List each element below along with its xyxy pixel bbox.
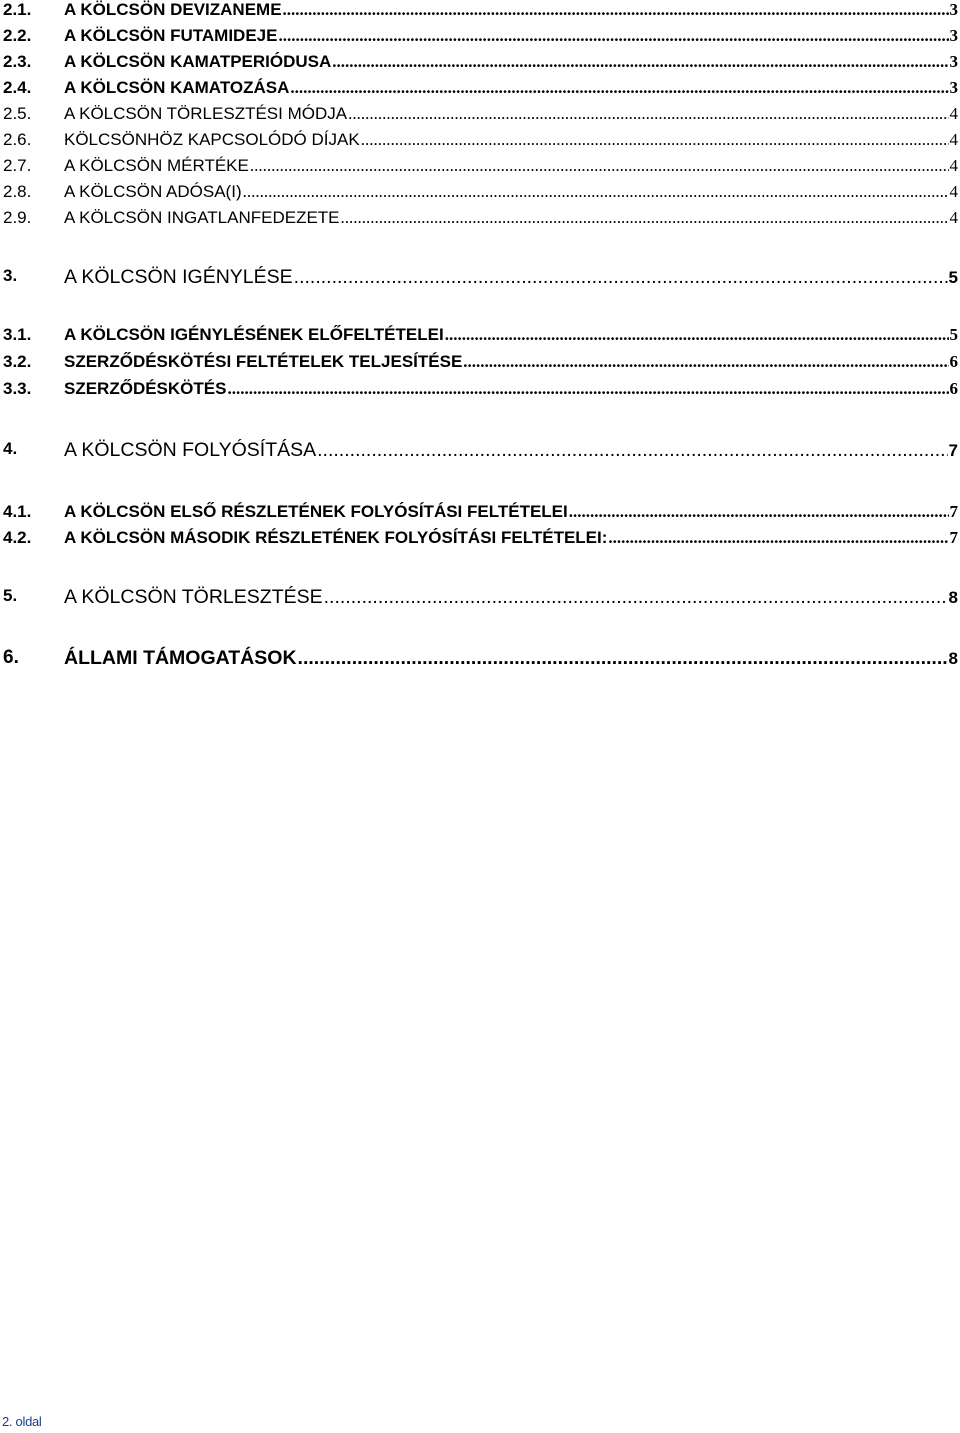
- dot-leader: [445, 325, 949, 345]
- toc-entry-page: 8: [948, 649, 958, 668]
- toc-entry[interactable]: [0, 502, 958, 528]
- toc-entry[interactable]: [0, 439, 958, 465]
- toc-entry-number: 4.: [3, 439, 18, 458]
- toc-entry-title: A KÖLCSÖN MÉRTÉKE: [64, 156, 249, 175]
- page-number-footer: 2. oldal: [2, 1414, 42, 1429]
- toc-entry-page: 3: [949, 0, 958, 19]
- toc-entry[interactable]: [0, 352, 958, 378]
- toc-entry[interactable]: [0, 78, 958, 104]
- toc-entry-page: 5: [948, 268, 958, 287]
- toc-entry-title: A KÖLCSÖN TÖRLESZTÉSI MÓDJA: [64, 104, 348, 123]
- toc-entry-page: 4: [949, 156, 958, 175]
- dot-leader: [569, 502, 949, 522]
- toc-entry-number: 2.3.: [3, 52, 32, 71]
- dot-leader: [283, 0, 949, 20]
- toc-entry-page: 6: [949, 352, 958, 371]
- toc-entry-title: ÁLLAMI TÁMOGATÁSOK: [64, 647, 297, 669]
- dot-leader: [324, 586, 948, 609]
- toc-entry[interactable]: [0, 208, 958, 234]
- toc-entry-title: A KÖLCSÖN MÁSODIK RÉSZLETÉNEK FOLYÓSÍTÁSI FELTÉTELEI:: [64, 528, 608, 547]
- toc-entry-number: 3.1.: [3, 325, 32, 344]
- dot-leader: [361, 130, 949, 150]
- toc-entry-number: 2.9.: [3, 208, 32, 227]
- toc-entry[interactable]: [0, 325, 958, 351]
- toc-entry-number: 2.6.: [3, 130, 32, 149]
- toc-entry[interactable]: [0, 104, 958, 130]
- toc-entry-title: SZERZŐDÉSKÖTÉS: [64, 379, 227, 398]
- toc-entry-page: 8: [948, 588, 958, 607]
- toc-entry-number: 2.5.: [3, 104, 32, 123]
- dot-leader: [294, 266, 948, 289]
- toc-entry-title: SZERZŐDÉSKÖTÉSI FELTÉTELEK TELJESÍTÉSE: [64, 352, 463, 371]
- dot-leader: [348, 104, 948, 124]
- toc-entry-title: A KÖLCSÖN IGÉNYLÉSÉNEK ELŐFELTÉTELEI: [64, 325, 444, 344]
- dot-leader: [227, 379, 948, 399]
- toc-entry-page: 7: [949, 502, 958, 521]
- dot-leader: [290, 78, 948, 98]
- toc-entry-page: 4: [949, 130, 958, 149]
- toc-entry-title: A KÖLCSÖN DEVIZANEME: [64, 0, 282, 19]
- toc-entry-title: A KÖLCSÖN FOLYÓSÍTÁSA: [64, 439, 317, 461]
- toc-entry[interactable]: [0, 379, 958, 405]
- dot-leader: [250, 156, 949, 176]
- toc-entry-title: A KÖLCSÖN IGÉNYLÉSE: [64, 266, 293, 288]
- toc-entry[interactable]: [0, 528, 958, 554]
- toc-entry[interactable]: [0, 182, 958, 208]
- dot-leader: [278, 26, 948, 46]
- dot-leader: [317, 439, 947, 462]
- toc-entry-title: A KÖLCSÖN INGATLANFEDEZETE: [64, 208, 340, 227]
- toc-entry-title: A KÖLCSÖN TÖRLESZTÉSE: [64, 586, 323, 608]
- toc-entry-title: A KÖLCSÖN ELSŐ RÉSZLETÉNEK FOLYÓSÍTÁSI FELTÉTELEI: [64, 502, 568, 521]
- toc-entry[interactable]: [0, 266, 958, 292]
- toc-entry[interactable]: [0, 156, 958, 182]
- toc-entry-page: 4: [949, 104, 958, 123]
- dot-leader: [608, 528, 948, 548]
- toc-entry[interactable]: [0, 0, 958, 26]
- toc-entry-title: A KÖLCSÖN FUTAMIDEJE: [64, 26, 278, 45]
- toc-entry-title: KÖLCSÖNHÖZ KAPCSOLÓDÓ DÍJAK: [64, 130, 360, 149]
- dot-leader: [243, 182, 949, 202]
- toc-entry-page: 4: [949, 182, 958, 201]
- toc-entry[interactable]: [0, 130, 958, 156]
- toc-entry-page: 6: [949, 379, 958, 398]
- toc-entry-page: 4: [949, 208, 958, 227]
- toc-entry-number: 5.: [3, 586, 18, 605]
- toc-entry-page: 7: [948, 441, 958, 460]
- toc-entry[interactable]: [0, 586, 958, 612]
- toc-entry-number: 3.3.: [3, 379, 32, 398]
- toc-entry-number: 2.4.: [3, 78, 32, 97]
- dot-leader: [332, 52, 948, 72]
- toc-entry-title: A KÖLCSÖN KAMATOZÁSA: [64, 78, 290, 97]
- toc-entry-page: 5: [949, 325, 958, 344]
- toc-entry[interactable]: [0, 26, 958, 52]
- toc-entry-page: 7: [949, 528, 958, 547]
- toc-entry[interactable]: [0, 647, 958, 673]
- toc-entry-title: A KÖLCSÖN ADÓSA(I): [64, 182, 242, 201]
- dot-leader: [463, 352, 948, 372]
- toc-entry-page: 3: [949, 52, 958, 71]
- dot-leader: [298, 647, 948, 670]
- toc-entry-number: 2.1.: [3, 0, 32, 19]
- toc-entry-number: 2.8.: [3, 182, 32, 201]
- toc-entry-number: 2.2.: [3, 26, 32, 45]
- toc-entry-page: 3: [949, 26, 958, 45]
- toc-entry-number: 2.7.: [3, 156, 32, 175]
- toc-entry-number: 4.2.: [3, 528, 32, 547]
- toc-entry[interactable]: [0, 52, 958, 78]
- toc-entry-title: A KÖLCSÖN KAMATPERIÓDUSA: [64, 52, 332, 71]
- dot-leader: [341, 208, 949, 228]
- toc-entry-number: 3.2.: [3, 352, 32, 371]
- toc-entry-number: 6.: [3, 647, 19, 668]
- toc-entry-page: 3: [949, 78, 958, 97]
- toc-entry-number: 4.1.: [3, 502, 32, 521]
- toc-entry-number: 3.: [3, 266, 18, 285]
